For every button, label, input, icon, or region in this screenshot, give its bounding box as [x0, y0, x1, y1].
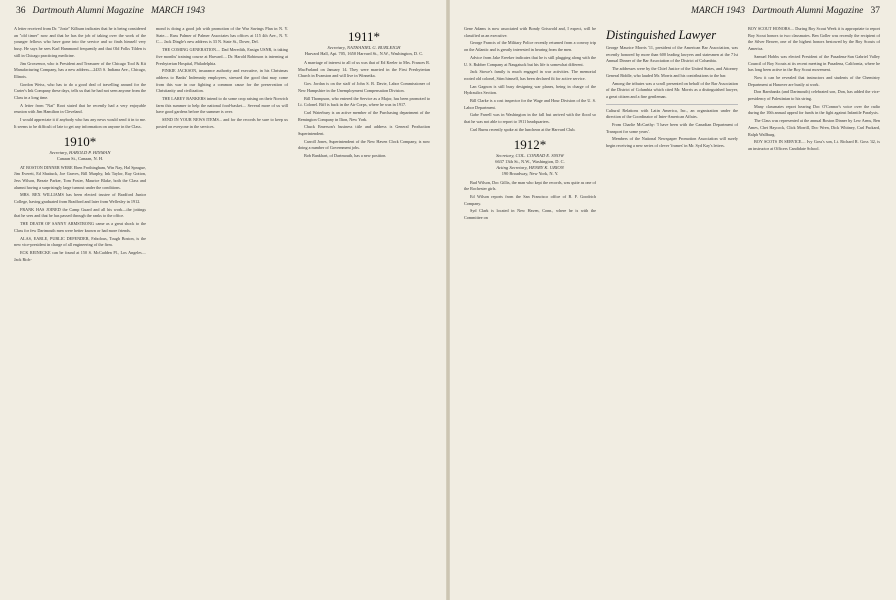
class-heading-1912: 1912* [513, 136, 547, 152]
paragraph: Jack Stowe's family is much engaged in war activities. The memorial rooted old colonel, Stim himself, has been declared fit for active service. [464, 69, 596, 81]
paragraph: Gov. Jordan is on the staff of John S. B. Davie, Labor Commissioner of New Hampshire in the Unemployment Compensation Division. [298, 81, 430, 93]
class-address-1910: Canaan St., Canaan, N. H. [56, 155, 104, 161]
paragraph: Chuck Emerson's business title and address is General Production Superintendent. [298, 124, 430, 137]
class-heading-1910: 1910* [63, 133, 97, 149]
acting-address-1912: 190 Broadway, New York, N. Y. [501, 170, 559, 176]
right-issue-date: MARCH 1943 [690, 6, 746, 16]
paragraph: A letter from "Nat" Root stated that he recently had a very enjoyable reunion with Jim Hamilton in Cleveland. [14, 102, 146, 115]
paragraph: THE DEATH OF SANNY ARMSTRONG came as a great shock to the Class for few Dartmouth men were better known or had more friends. [14, 221, 146, 233]
paragraph: Ed Wilson reports from the San Francisco office of B. F. Goodrich Company. [464, 193, 596, 206]
paragraph: Now it can be revealed that instructors and students of the Chemistry Department at Hanover are busily at work. [748, 74, 880, 87]
paragraph: A marriage of interest to all of us was that of Ed Keeler to Mrs. Frances R. MacFarland on January 14. They were married in the First Presbyterian Church in Evanston and will live in Winnetka. [298, 60, 430, 79]
paragraph: FRANK HAS JOINED the Camp Guard and all his work—the jottings that he sees and that he has passed through the ranks to the office. [14, 206, 146, 219]
right-column-3 [748, 26, 880, 592]
paragraph: ALAS, EARLE, PUBLIC DEFENDER, Fabolous, Tough Boston, is the new vice-president in charge of all engineering of the firm. [14, 235, 146, 248]
left-page-number: 36 [16, 6, 26, 16]
right-page-number: 37 [870, 6, 880, 16]
paragraph: Members of the National Newspaper Promotion Association will surely begin receiving a new series of clever 'frames' in Mr. Syd Kay's letters. [606, 136, 738, 149]
paragraph: From Charlie McCarthy: 'I have been with the Canadian Department of Transport for some years'. [606, 122, 738, 134]
paragraph: Don Barnhanks (and Dartmouth) celebrated son, Don, has added the vice-presidency of Palestinian to his string. [748, 89, 880, 102]
class-heading-1911: 1911* [347, 29, 381, 44]
paragraph: Jim Grosvenor, who is President and Treasurer of the Chicago Tool & Kit Manufacturing Company, has a new address—2435 S. Indiana Ave., Chicago, Illinois. [14, 60, 146, 79]
article-title: Distinguished Lawyer [606, 28, 717, 42]
paragraph: Carroll Jones, Superintendent of the New Haven Clock Company, is now doing a number of Government jobs. [298, 138, 430, 151]
right-column-1 [464, 26, 596, 592]
paragraph: SEND IN YOUR NEWS ITEMS... and for the records be sure to keep us posted on everyone in the services. [156, 117, 288, 129]
paragraph: George Francis of the Military Police recently returned from a convoy trip on the Atlantic and is greatly interested in hearing from the men. [464, 40, 596, 53]
paragraph: Samuel Hobbs was elected President of the Pasadena-San Gabriel Valley Council of Boy Scouts at its recent meeting in Pasadena, California, where he has long been active in the Boy Scout movement. [748, 53, 880, 73]
paragraph: A letter received from Dr. "Josie" Kilburn indicates that he is being considered an "old timer" now and that he has the job of taking over the work of the younger fellows who have gone into the service and so finds himself very busy. He says he sees Karl Hammond frequently and that Old Folks Tilden is still in Chicago practicing medicine. [14, 26, 146, 58]
paragraph: The Class was represented at the annual Boston Dinner by Lew Arms, Ben Ames, Chet Haycock, Click Morrill, Doc Wren, Dick Whitney, Carl Packard, Ralph Wallburg. [748, 118, 880, 137]
left-column-1 [14, 26, 146, 592]
acting-secretary-1912: Acting Secretary, HENRY K. URION [496, 164, 564, 170]
right-column-2 [606, 26, 738, 592]
class-address-1912: 6637 13th St., N.W., Washington, D. C. [495, 158, 565, 164]
paragraph: The addresses were by the Chief Justice of the United States, and Attorney General Biddle, who lauded Mr. Morris and his contributions to the bar. [606, 66, 738, 78]
class-secretary-1910: Secretary, HAROLD P. HINMAN [49, 149, 111, 155]
left-column-2 [156, 26, 288, 592]
paragraph: Gabe Farrell was in Washington in the fall but arrived with the flood so that he was not able to report to 1911 headquarters. [464, 112, 596, 125]
paragraph: Carl Burns recently spoke at the luncheon at the Harvard Club. [470, 126, 576, 132]
paragraph: THE LAREY BANKERS intend to do some crop raising on their Norwich farm this summer to help the national food-basket.... Several more of us will have good gardens before the summer is over. [156, 96, 288, 115]
right-page [450, 0, 896, 600]
paragraph: Advice from Jake Ereeker indicates that he is still plugging along with the U. S. Rubber Company at Naugatuck but his life is somewhat different. [464, 54, 596, 67]
paragraph: PINKIE JACKSON, insurance authority and executive, in his Christmas address to Banks' Indemnity employees, stressed the good that may come from this war in our fighting a common cause for the preservation of Christianity and civilization. [156, 68, 288, 94]
class-address-1911: Harvard Hall, Apt. 705, 1650 Harvard St., N.W., Washington, D. C. [304, 51, 424, 56]
class-secretary-1911: Secretary, NATHANIEL G. BURLEIGH [327, 45, 401, 50]
paragraph: AT BOSTON DINNER WERE Eben Frothingham, Win Nay, Hal Sprague, Jim Everett, Ed Shattuck, Joe Graves, Bill Murphy, Ink Taylor, Ray Gotton, Jess Wilson, Bezzie Parker, Tom Foster, Maurice Blake, both the Class and alumni having a surprisingly large turnout under the conditions. [14, 164, 146, 190]
paragraph: Cultural Relations with Latin America, Inc., an organization under the direction of the Coordinator of Inter-American Affairs. [606, 107, 738, 120]
paragraph: Many classmates report hearing Doc O'Connor's voice over the radio during the 10th annual appeal for funds in the fight against Infantile Paralysis. [748, 103, 880, 116]
paragraph: I would appreciate it if anybody who has any news would send it in to me. It seems to be difficult of late to get any information on anyone in the Class. [14, 117, 146, 129]
paragraph: THE COMING GENERATION.... Dad Meredith, Ensign USNR, is taking five months' training course at Harvard.... Dr. Harold Robinson is interning at Presbyterian Hospital, Philadelphia. [156, 47, 288, 66]
paragraph: Bob Bankhart, of Dartmouth, has a new position. [304, 153, 387, 159]
left-column-3 [298, 26, 430, 592]
paragraph: Among the tributes was a scroll presented on behalf of the Bar Association of the District of Columbia which cited Mr. Morris as a distinguished lawyer, a great citizen and a fine gentleman. [606, 80, 738, 99]
paragraph: Bud Wilson, Doc Gillis, the man who kept the records, was quite as one of the Rochester girls. [464, 179, 596, 192]
right-magazine-title: Dartmouth Alumni Magazine [752, 6, 864, 16]
paragraph: BOY SCOTS IN SERVICE.... Ivy Goss's son, Lt. Richard R. Goss '42, is an instructor at Officers Candidate School. [748, 139, 880, 151]
paragraph: MRS. REX WILLIAMS has been elected trustee of Bradford Junior College, having graduated from Bradford and later from Wellesley in 1912. [14, 192, 146, 205]
paragraph: ECK REINECKE can be found at 150 S. McCadden Pl., Los Angeles.... Jack Rich- [14, 249, 146, 262]
paragraph: BOY SCOUT HONORS.... During Boy Scout Week it is appropriate to report Boy Scout honors to two classmates. Ben Goller was recently the recipient of the Silver Beaver, one of the highest honors bestowed by the Boy Scouts of America. [748, 26, 880, 52]
paragraph: Syd Clark is located in New Haven, Conn., where he is with the Committee on [464, 208, 596, 221]
paragraph: mond is doing a good job with promotion of the War Savings Plan in N. Y. State.... Russ Palmer of Palmer Associates has offices at 115 4th Ave., N. Y. C.... Jack Dingle's new address is 33 N. State St., Dover, Del. [156, 26, 288, 45]
section-divider [606, 104, 738, 105]
paragraph: Gordon Weiss, who has to do a good deal of travelling around for the Carter's Ink Company these days, tells us that he had not seen anyone from the Class in a long time. [14, 81, 146, 101]
left-page [0, 0, 446, 600]
paragraph: Gene Adams is now associated with Bondy Griswold and, I expect, will be classified as an executive. [464, 26, 596, 38]
paragraph: George Maurice Morris '11, president of the American Bar Association, was recently honored by more than 600 leading lawyers and statesmen at the 71st Annual Dinner of the Bar Association of the District of Columbia. [606, 45, 738, 64]
col-l1-body [14, 26, 146, 131]
left-running-head [16, 6, 205, 16]
paragraph: Bill Thompson, who entered the Service as a Major, has been promoted to Lt. Colonel. Biff is back in the Air Corps, where he was in 1917. [298, 95, 430, 108]
paragraph: Lan Gagnon is still busy designing war planes, being in charge of the Hydraulics Section. [464, 83, 596, 96]
paragraph: Bill Clarke is a cost inspector for the Wage and Hour Division of the U. S. Labor Department. [464, 98, 596, 110]
class-secretary-1912: Secretary, COL. CONRAD E. SNOW [496, 152, 564, 158]
left-issue-date: MARCH 1943 [150, 6, 206, 16]
right-running-head [691, 6, 880, 16]
paragraph: Carl Waterbury is an active member of the Purchasing department of the Remington Company in Ilion, New York. [298, 109, 430, 122]
left-magazine-title: Dartmouth Alumni Magazine [32, 6, 144, 16]
